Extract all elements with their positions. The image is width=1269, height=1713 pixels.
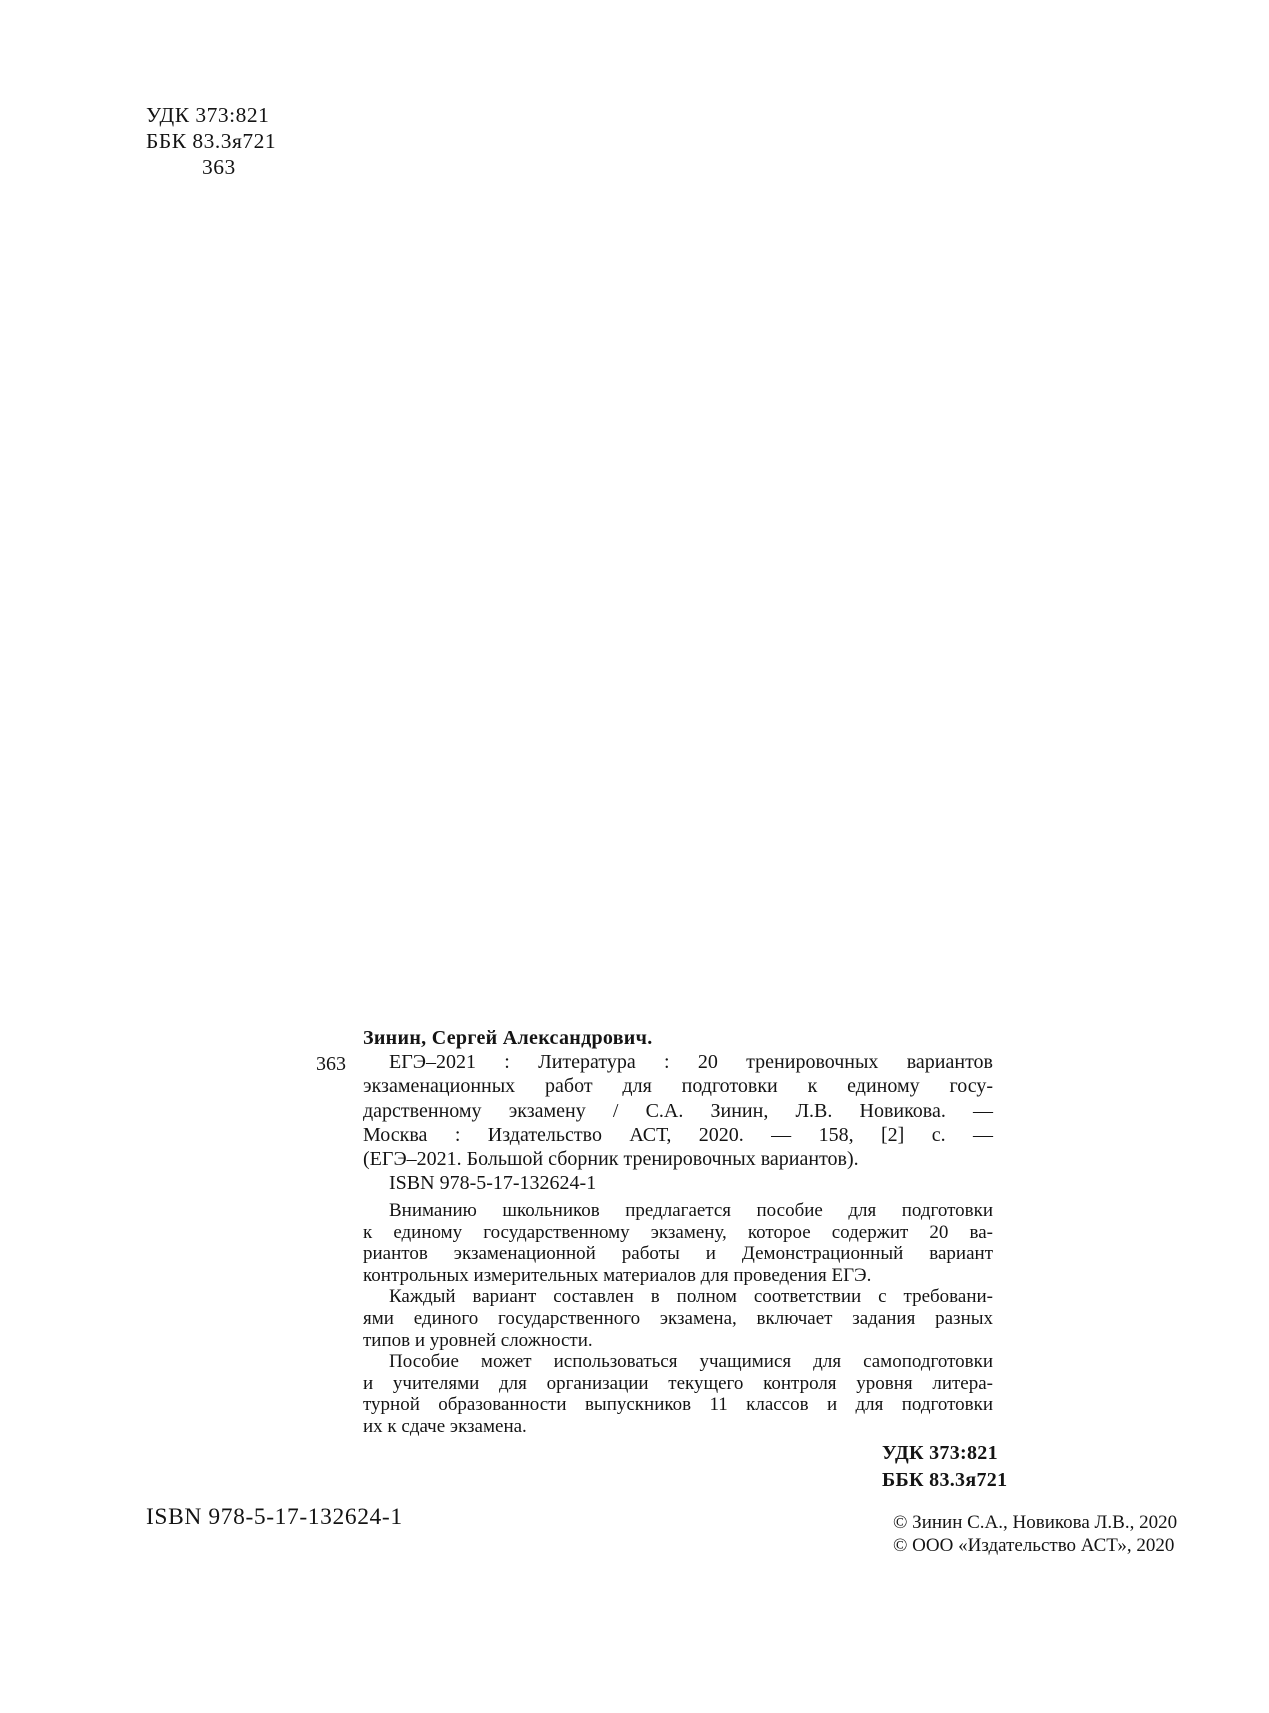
annotation-block bbox=[363, 1200, 993, 1438]
annotation-line: ями единого государственного экзамена, включает задания разных bbox=[363, 1307, 993, 1329]
annotation-line: Пособие может использоваться учащимися для самоподготовки bbox=[389, 1351, 993, 1373]
bibliographic-record bbox=[363, 1026, 993, 1195]
biblio-line: экзаменационных работ для подготовки к единому госу- bbox=[363, 1075, 993, 1098]
annotation-line: типов и уровней сложности. bbox=[363, 1329, 593, 1351]
biblio-line: (ЕГЭ–2021. Большой сборник тренировочных вариантов). bbox=[363, 1148, 859, 1171]
biblio-line: ЕГЭ–2021 : Литература : 20 тренировочных вариантов bbox=[389, 1051, 993, 1074]
annotation-line: риантов экзаменационной работы и Демонстрационный вариант bbox=[363, 1243, 993, 1265]
bbk-code: ББК 83.3я721 bbox=[146, 129, 277, 153]
margin-author-sign: 363 bbox=[316, 1053, 346, 1075]
annotation-line: и учителями для организации текущего контроля уровня литера- bbox=[363, 1372, 993, 1394]
udk-code-bottom: УДК 373:821 bbox=[882, 1442, 998, 1464]
udk-code: УДК 373:821 bbox=[146, 103, 270, 127]
annotation-line: Вниманию школьников предлагается пособие для подготовки bbox=[389, 1200, 993, 1221]
bbk-code-bottom: ББК 83.3я721 bbox=[882, 1468, 1008, 1491]
biblio-line: дарственному экзамену / С.А. Зинин, Л.В. Новикова. — bbox=[363, 1099, 993, 1122]
author-sign-code: 363 bbox=[202, 155, 236, 179]
biblio-isbn-line: ISBN 978-5-17-132624-1 bbox=[389, 1172, 597, 1195]
annotation-line: турной образованности выпускников 11 классов и для подготовки bbox=[363, 1394, 993, 1416]
top-classification-block bbox=[146, 102, 276, 180]
copyright-block bbox=[893, 1512, 1177, 1557]
copyright-publisher: © ООО «Издательство АСТ», 2020 bbox=[893, 1534, 1175, 1556]
biblio-author-heading: Зинин, Сергей Александрович. bbox=[363, 1027, 653, 1049]
annotation-line: контрольных измерительных материалов для проведения ЕГЭ. bbox=[363, 1264, 872, 1286]
annotation-line: Каждый вариант составлен в полном соответствии с требовани- bbox=[389, 1286, 993, 1308]
biblio-line: Москва : Издательство АСТ, 2020. — 158, [2] с. — bbox=[363, 1123, 993, 1146]
annotation-line: их к сдаче экзамена. bbox=[363, 1415, 527, 1437]
bottom-classification-block bbox=[882, 1440, 1007, 1493]
isbn-footer: ISBN 978-5-17-132624-1 bbox=[146, 1504, 403, 1530]
annotation-line: к единому государственному экзамену, которое содержит 20 ва- bbox=[363, 1221, 993, 1243]
copyright-authors: © Зинин С.А., Новикова Л.В., 2020 bbox=[893, 1512, 1178, 1533]
